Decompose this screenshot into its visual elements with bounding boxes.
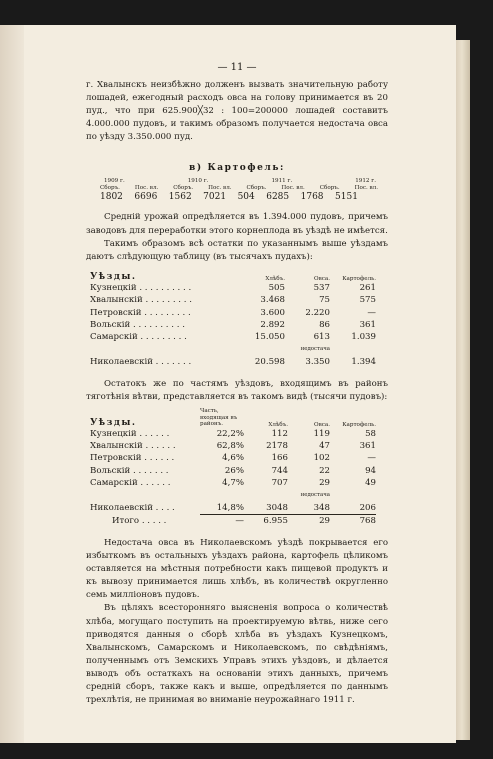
total-row <box>90 514 376 527</box>
cell-grain: 707 <box>271 477 288 488</box>
col-header-district: Уѣзды. <box>90 417 137 428</box>
potato-col-headers <box>86 185 388 191</box>
paragraph-table2-intro: Остатокъ же по частямъ уѣздовъ, входящимъ въ районъ тяготѣнія вѣтви, представляется въ такомъ видѣ (тысячи пудовъ): <box>86 378 388 403</box>
potato-col-header: Сборъ. <box>246 185 267 192</box>
cell-potato: 206 <box>359 502 376 513</box>
table-row <box>90 428 376 440</box>
cell-share: 4,7% <box>222 477 244 488</box>
district-name: Хвалынскій . . . . . . <box>90 441 176 452</box>
district-name: Кузнецкій . . . . . . . . . . <box>90 282 192 293</box>
paragraph-harvest: Въ цѣляхъ всесторонняго выясненія вопроса о количествѣ хлѣба, могущаго поступить на проектируемую вѣтвь, ниже сего приводятся данныя о сборѣ хлѣба въ уѣздахъ Кузнецкомъ, Хвалынскомъ, Самарскомъ и Николаевскомъ, по свѣдѣніямъ, полученнымъ отъ Земскихъ Управъ этихъ уѣздовъ, и дѣлается выводъ объ остаткахъ на основаніи этихъ данныхъ, причемъ средній сборъ, также какъ и выше, опредѣляется по даннымъ трехлѣтія, не принимая во вниманіе неурожайнаго 1911 г. <box>86 603 388 706</box>
cell-potato: 1.039 <box>351 332 376 343</box>
table-row <box>90 477 376 489</box>
cell-oats: 348 <box>313 502 330 513</box>
total-label: Итого . . . . . <box>112 515 167 526</box>
cell-oats: 2.220 <box>305 307 330 318</box>
cell-grain: 112 <box>271 428 288 439</box>
cell-share: 22,2% <box>216 428 244 439</box>
col-header-share: Часть, входящая въ районъ. <box>200 408 238 428</box>
potato-col-header: Пос. вл. <box>208 185 232 192</box>
district-name: Хвалынскій . . . . . . . . . <box>90 295 192 306</box>
page-left-edge <box>0 25 26 743</box>
potato-value: 6285 <box>266 192 290 203</box>
table-row <box>90 440 376 452</box>
total-share: — <box>200 514 244 527</box>
potato-col-header: Пос. вл. <box>281 185 305 192</box>
cell-grain: 505 <box>268 282 285 293</box>
table-row <box>90 294 376 306</box>
district-name: Самарскій . . . . . . . . . <box>90 332 187 343</box>
surplus-table <box>90 268 376 368</box>
col-header-district: Уѣзды. <box>90 271 137 282</box>
page-number: — 11 — <box>217 62 257 73</box>
cell-oats: 119 <box>313 428 330 439</box>
potato-value: 1562 <box>168 192 192 203</box>
district-name: Вольскій . . . . . . . . . . <box>90 319 185 330</box>
potato-years <box>86 178 388 184</box>
district-name: Петровскій . . . . . . <box>90 453 175 464</box>
potato-year: 1912 г. <box>355 178 376 185</box>
cell-share: 62,8% <box>216 441 244 452</box>
potato-col-header: Пос. вл. <box>354 185 378 192</box>
cell-oats: 102 <box>313 453 330 464</box>
district-name: Вольскій . . . . . . . <box>90 465 169 476</box>
potato-year: 1910 г. <box>187 178 209 185</box>
district-name: Николаевскій . . . . . . . <box>90 356 192 367</box>
potato-value: 5151 <box>335 192 358 203</box>
table-row <box>90 501 376 514</box>
cell-grain: 744 <box>271 465 288 476</box>
potato-col-header: Сборъ. <box>100 185 120 192</box>
district-name: Николаевскій . . . . <box>90 502 175 513</box>
table-row <box>90 282 376 294</box>
total-oats: 29 <box>288 514 330 527</box>
table-row <box>90 306 376 318</box>
potato-value: 6696 <box>134 192 158 203</box>
cell-oats: 613 <box>313 332 330 343</box>
col-header-grain: Хлѣбъ. <box>268 421 288 428</box>
total-grain: 6.955 <box>244 514 288 527</box>
cell-grain: 166 <box>271 453 288 464</box>
paragraph-shortage: Недостача овса въ Николаевскомъ уѣздѣ покрывается его избыткомъ въ остальныхъ уѣздахъ района, картофель цѣликомъ оставляется на мѣстныя потребности какъ пищевой продуктъ и къ вывозу принимается лишь хлѣбъ, въ количествѣ округленно семь милліоновъ пудовъ. <box>86 537 388 601</box>
cell-potato: 261 <box>359 282 376 293</box>
cell-share: 26% <box>224 465 244 476</box>
shortage-note-row <box>90 343 376 355</box>
table-row <box>90 465 376 477</box>
potato-year: 1909 г. <box>104 178 125 185</box>
district-name: Петровскій . . . . . . . . . <box>90 307 191 318</box>
cell-oats: 75 <box>319 295 330 306</box>
table-header-row <box>90 268 376 282</box>
total-potato: 768 <box>330 514 376 527</box>
cell-oats: 537 <box>313 282 330 293</box>
page-content <box>86 62 388 707</box>
table-row <box>90 331 376 343</box>
table-row <box>90 356 376 368</box>
cell-potato: 94 <box>365 465 376 476</box>
cell-oats: 29 <box>319 477 330 488</box>
potato-value: 1802 <box>100 192 123 203</box>
paragraph-table-intro: Такимъ образомъ всѣ остатки по указаннымъ выше уѣздамъ даютъ слѣдующую таблицу (въ тысячахъ пудахъ): <box>86 238 388 262</box>
cell-share: 14,8% <box>216 502 244 513</box>
col-header-oats: Овса. <box>314 421 330 428</box>
cell-potato: — <box>367 453 376 464</box>
cell-oats: 47 <box>319 441 330 452</box>
table-header-row <box>90 408 376 428</box>
cell-oats: 3.350 <box>305 356 330 367</box>
cell-grain: 2178 <box>266 441 288 452</box>
page-right-edge <box>454 40 470 740</box>
cell-grain: 3.600 <box>260 307 285 318</box>
cell-share: 4,6% <box>222 453 244 464</box>
table-row <box>90 452 376 464</box>
potato-col-header: Сборъ. <box>173 185 194 192</box>
district-name: Кузнецкій . . . . . . <box>90 428 170 439</box>
table-row <box>90 319 376 331</box>
potato-col-header: Пос. вл. <box>134 185 159 192</box>
cell-grain: 2.892 <box>260 319 285 330</box>
region-table <box>90 408 376 527</box>
cell-oats: 22 <box>319 465 330 476</box>
cell-grain: 3.468 <box>260 295 285 306</box>
cell-potato: 49 <box>365 477 376 488</box>
potato-value: 1768 <box>300 192 324 203</box>
cell-oats: 86 <box>319 319 330 330</box>
cell-potato: 575 <box>359 295 376 306</box>
potato-year: 1911 г. <box>271 178 293 185</box>
cell-potato: — <box>367 307 376 318</box>
cell-potato: 1.394 <box>351 356 376 367</box>
cell-potato: 361 <box>359 441 376 452</box>
cell-potato: 58 <box>365 428 376 439</box>
paragraph-yield: Средній урожай опредѣляется въ 1.394.000 пудовъ, причемъ заводовъ для переработки этого корнеплода въ уѣздѣ не имѣется. <box>86 212 388 236</box>
col-header-grain: Хлѣбъ. <box>265 275 285 282</box>
section-title-potato: в) Картофель: <box>189 163 285 174</box>
potato-values <box>86 192 388 202</box>
shortage-note-row <box>90 489 376 501</box>
cell-potato: 361 <box>359 319 376 330</box>
potato-value: 504 <box>237 192 255 203</box>
col-header-oats: Овса. <box>314 275 330 282</box>
cell-grain: 15.050 <box>254 332 285 343</box>
col-header-potato: Картофель. <box>342 275 376 282</box>
cell-grain: 20.598 <box>254 356 285 367</box>
paragraph-oats: г. Хвалынскъ неизбѣжно долженъ вызвать значительную работу лошадей, ежегодный расходъ овса на голову принимается въ 20 пуд., что при 625.900╳32 : 100=200000 лошадей составитъ 4.000.000 пудовъ, и такимъ образомъ получается недостача овса по уѣзду 3.350.000 пуд. <box>86 80 388 143</box>
cell-grain: 3048 <box>266 502 288 513</box>
shortage-note: недостача <box>300 346 330 353</box>
potato-col-header: Сборъ. <box>319 185 340 192</box>
shortage-note: недостача <box>300 492 330 499</box>
potato-value: 7021 <box>203 192 227 203</box>
district-name: Самарскій . . . . . . <box>90 477 171 488</box>
col-header-potato: Картофель. <box>342 421 376 428</box>
